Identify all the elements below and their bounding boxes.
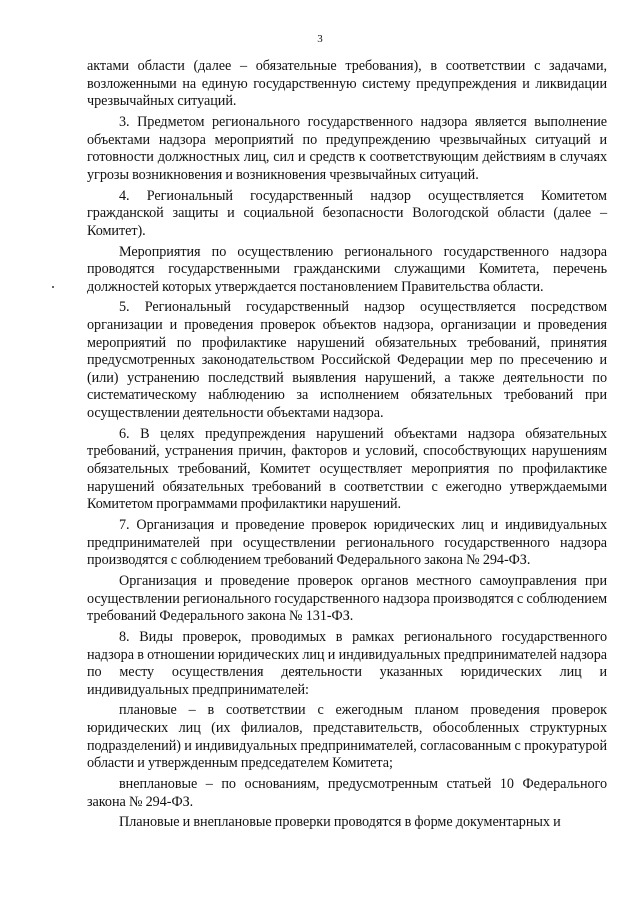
page-number: 3 [317,33,323,45]
paragraph-8-unplanned: внеплановые – по основаниям, предусмотренным статьей 10 Федерального закона № 294-ФЗ. [87,776,607,810]
paragraph-7-local-government: Организация и проведение проверок органов местного самоуправления при осуществлении регионального государственного надзора производятся с соблюдением требований Федерального закона № 131-ФЗ. [87,572,607,625]
paragraph-5: 5. Региональный государственный надзор осуществляется посредством организации и проведения проверок объектов надзора, организации и проведения мероприятий по профилактике нарушений обязательных требований, принятия предусмотренных законодательством Российской Федерации мер по пресечению и (или) устранению последствий выявления нарушений, а также деятельности по систематическому наблюдению за исполнением обязательных требований при осуществлении деятельности объектами надзора. [87,299,607,422]
paragraph-4: 4. Региональный государственный надзор осуществляется Комитетом гражданской защиты и социальной безопасности Вологодской области (далее – Комитет). [87,187,607,239]
paragraph-inspection-forms: Плановые и внеплановые проверки проводятся в форме документарных и [119,814,561,831]
paragraph-7: 7. Организация и проведение проверок юридических лиц и индивидуальных предпринимателей при осуществлении регионального государственного надзора производятся с соблюдением требований Федерального закона № 294-ФЗ. [87,516,607,569]
paragraph-6: 6. В целях предупреждения нарушений объектами надзора обязательных требований, устранения причин, факторов и условий, способствующих нарушениям обязательных требований, Комитет осуществляет мероприятия по профилактике нарушений обязательных требований в соответствии с ежегодно утверждаемыми Комитетом программами профилактики нарушений. [87,425,607,513]
scan-artifact-dot [52,286,54,288]
document-body [87,58,607,835]
paragraph-8: 8. Виды проверок, проводимых в рамках регионального государственного надзора в отношении юридических лиц и индивидуальных предпринимателей надзора по месту осуществления деятельности указанных юридических лиц и индивидуальных предпринимателей: [87,628,607,698]
paragraph-4-measures: Мероприятия по осуществлению регионального государственного надзора проводятся государственными гражданскими служащими Комитета, перечень должностей которых утверждается постановлением Правительства области. [87,243,607,295]
paragraph-8-planned: плановые – в соответствии с ежегодным планом проведения проверок юридических лиц (их филиалов, представительств, обособленных структурных подразделений) и индивидуальных предпринимателей, согласованным с прокуратурой области и утвержденным председателем Комитета; [87,702,607,772]
paragraph-3: 3. Предметом регионального государственного надзора является выполнение объектами надзора мероприятий по предупреждению чрезвычайных ситуаций и готовности должностных лиц, сил и средств к соответствующим действиям в случаях угрозы возникновения и возникновения чрезвычайных ситуаций. [87,113,607,183]
paragraph-continuation: актами области (далее – обязательные требования), в соответствии с задачами, возложенными на единую государственную систему предупреждения и ликвидации чрезвычайных ситуаций. [87,58,607,110]
